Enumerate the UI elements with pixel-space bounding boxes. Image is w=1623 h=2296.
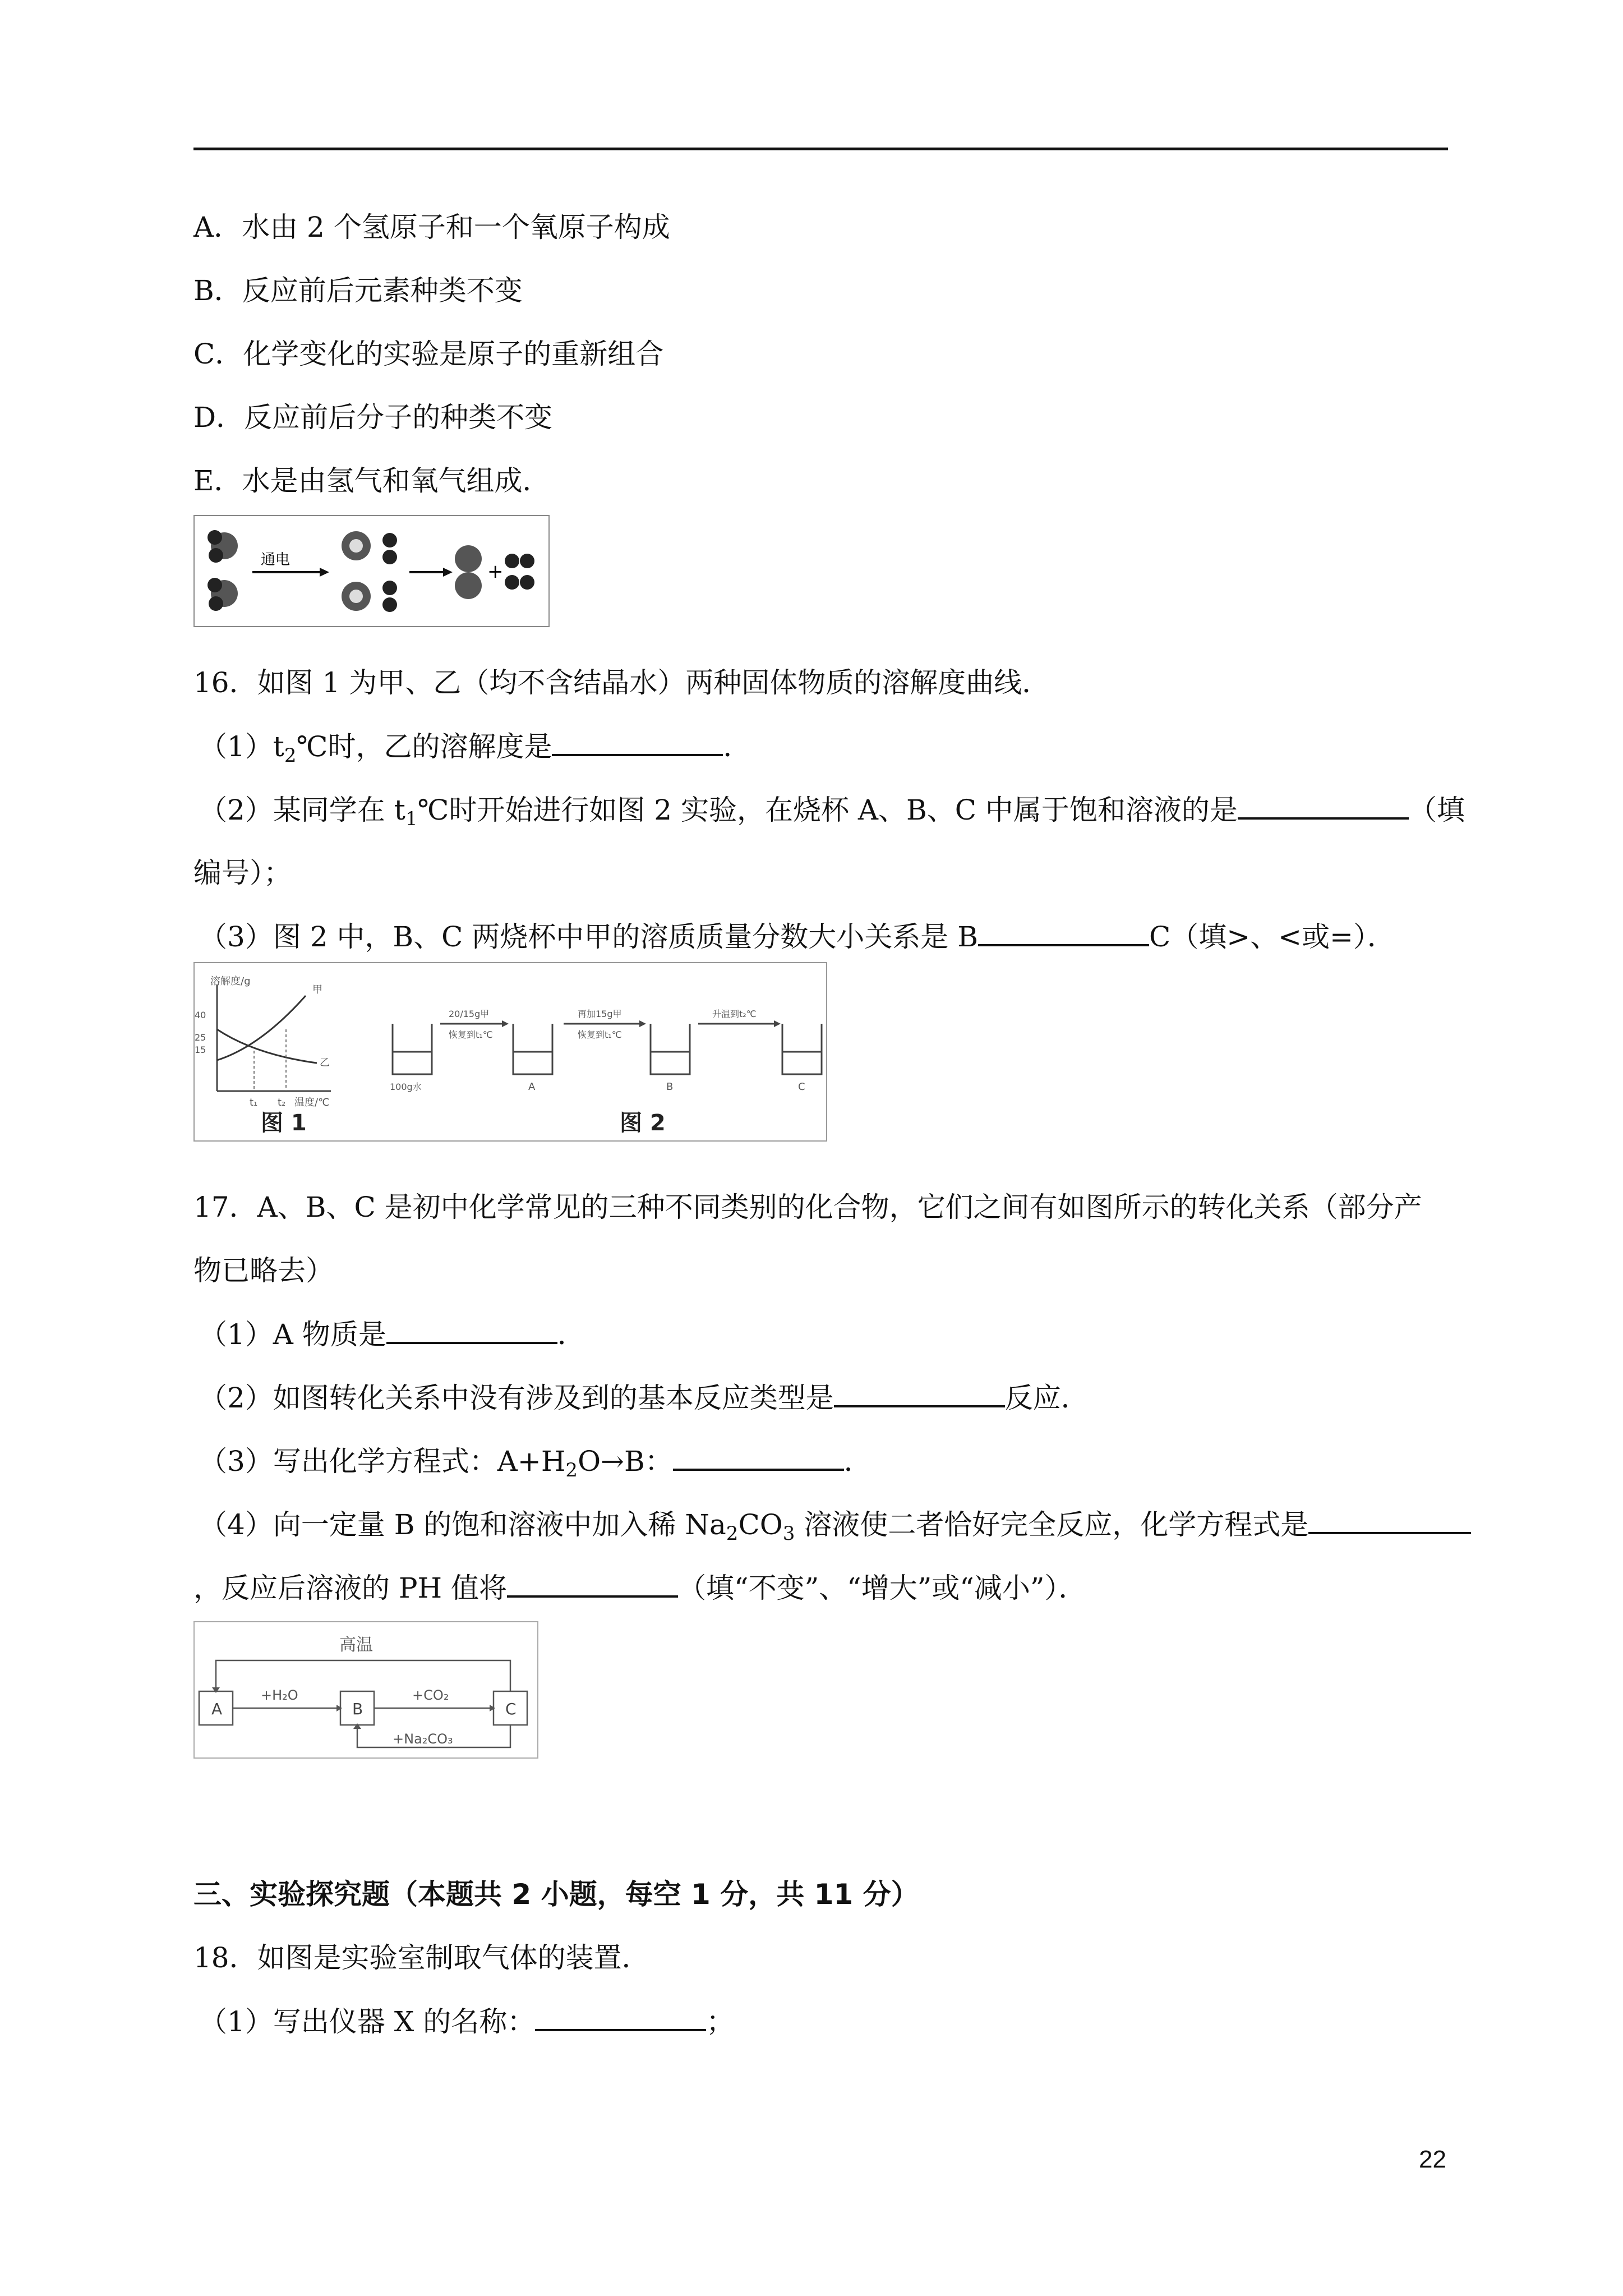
q17-stem-cont: 物已略去） bbox=[193, 1254, 334, 1287]
q16-part1: $(1)t_2℃$时，乙的溶解度是 ． bbox=[199, 730, 751, 767]
beaker-label: A bbox=[528, 1081, 536, 1093]
answer-blank[interactable] bbox=[1238, 793, 1409, 820]
step-label: 20/15g甲 bbox=[449, 1009, 490, 1019]
q17-part1: （1）A 物质是 ． bbox=[199, 1318, 585, 1351]
x-tick: t₁ bbox=[250, 1097, 258, 1108]
q18-stem: 18．如图是实验室制取气体的装置． bbox=[193, 1941, 650, 1974]
section-heading: 三、实验探究题（本题共 2 小题，每空 1 分，共 11 分） bbox=[193, 1878, 919, 1911]
beaker-label: B bbox=[666, 1081, 674, 1093]
y-tick: 25 bbox=[195, 1032, 206, 1043]
q16-part3: （3）图 2 中，B、C 两烧杯中甲的溶质质量分数大小关系是 B C（填>、<或=）． bbox=[199, 921, 1395, 953]
q16-stem: 16．如图 1 为甲、乙（均不含结晶水）两种固体物质的溶解度曲线． bbox=[193, 666, 1050, 699]
option-a: A．水由 2 个氢原子和一个氧原子构成 bbox=[193, 211, 670, 243]
x-tick: t₂ bbox=[278, 1097, 286, 1108]
q16-part2: （2）某同学在 $t_1℃$时开始进行如图 2 实验，在烧杯 A、B、C 中属于饱和溶液的是 （填 bbox=[199, 794, 1465, 830]
q17-part3: （3）写出化学方程式：$A+H_2O\to B$： ． bbox=[199, 1445, 872, 1481]
answer-blank[interactable] bbox=[386, 1317, 557, 1344]
arrow-label: 通电 bbox=[261, 551, 291, 568]
node-label: B bbox=[352, 1700, 363, 1718]
option-b: B．反应前后元素种类不变 bbox=[193, 274, 523, 307]
answer-blank[interactable] bbox=[1308, 1507, 1471, 1534]
option-e: E．水是由氢气和氧气组成． bbox=[193, 464, 551, 497]
x-axis-label: 温度/℃ bbox=[294, 1097, 330, 1108]
beaker-label: C bbox=[798, 1081, 805, 1093]
solubility-figure bbox=[193, 962, 827, 1142]
option-c: C．化学变化的实验是原子的重新组合 bbox=[193, 338, 664, 370]
edge-label: 高温 bbox=[339, 1635, 373, 1655]
y-axis-label: 溶解度/g bbox=[210, 976, 251, 987]
answer-blank[interactable] bbox=[978, 919, 1149, 946]
figure-caption: 图 1 bbox=[261, 1110, 307, 1136]
q17-part4-cont: ，反应后溶液的 PH 值将 （填“不变”、“增大”或“减小”）． bbox=[193, 1572, 1087, 1604]
answer-blank[interactable] bbox=[507, 1571, 678, 1598]
answer-blank[interactable] bbox=[834, 1381, 1005, 1407]
conversion-diagram bbox=[193, 1621, 538, 1759]
answer-blank[interactable] bbox=[673, 1444, 844, 1471]
answer-blank[interactable] bbox=[535, 2004, 706, 2031]
node-label: A bbox=[211, 1700, 223, 1718]
step-label: 恢复到t₁℃ bbox=[449, 1029, 493, 1040]
water-label: 100g水 bbox=[390, 1082, 422, 1092]
y-tick: 40 bbox=[195, 1010, 206, 1020]
edge-label: +CO₂ bbox=[412, 1687, 449, 1703]
curve-label: 乙 bbox=[320, 1057, 330, 1069]
q18-part1: （1）写出仪器 X 的名称： ； bbox=[199, 2005, 735, 2038]
q17-part4: （4）向一定量 B 的饱和溶液中加入稀 $Na_2CO_3$ 溶液使二者恰好完全反应，化学方程式是 bbox=[199, 1507, 1471, 1550]
q17-stem: 17．A、B、C 是初中化学常见的三种不同类别的化合物，它们之间有如图所示的转化关系（部分产 bbox=[193, 1191, 1422, 1223]
y-tick: 15 bbox=[195, 1045, 206, 1055]
curve-label: 甲 bbox=[312, 984, 322, 996]
option-d: D．反应前后分子的种类不变 bbox=[193, 401, 553, 434]
step-label: 恢复到t₁℃ bbox=[578, 1029, 622, 1040]
page-number: 22 bbox=[1419, 2146, 1446, 2173]
q17-part2: （2）如图转化关系中没有涉及到的基本反应类型是 反应． bbox=[199, 1382, 1089, 1414]
header-rule bbox=[193, 148, 1448, 150]
plus-sign: + bbox=[487, 560, 504, 583]
step-label: 再加15g甲 bbox=[578, 1009, 622, 1019]
figure-caption: 图 2 bbox=[620, 1110, 666, 1136]
step-label: 升温到t₂℃ bbox=[712, 1009, 757, 1019]
answer-blank[interactable] bbox=[552, 729, 723, 756]
edge-label: +H₂O bbox=[261, 1687, 298, 1703]
node-label: C bbox=[505, 1700, 517, 1718]
edge-label: +Na₂CO₃ bbox=[393, 1731, 453, 1747]
q16-part2-cont: 编号）； bbox=[193, 857, 292, 889]
water-electrolysis-figure bbox=[193, 515, 550, 627]
